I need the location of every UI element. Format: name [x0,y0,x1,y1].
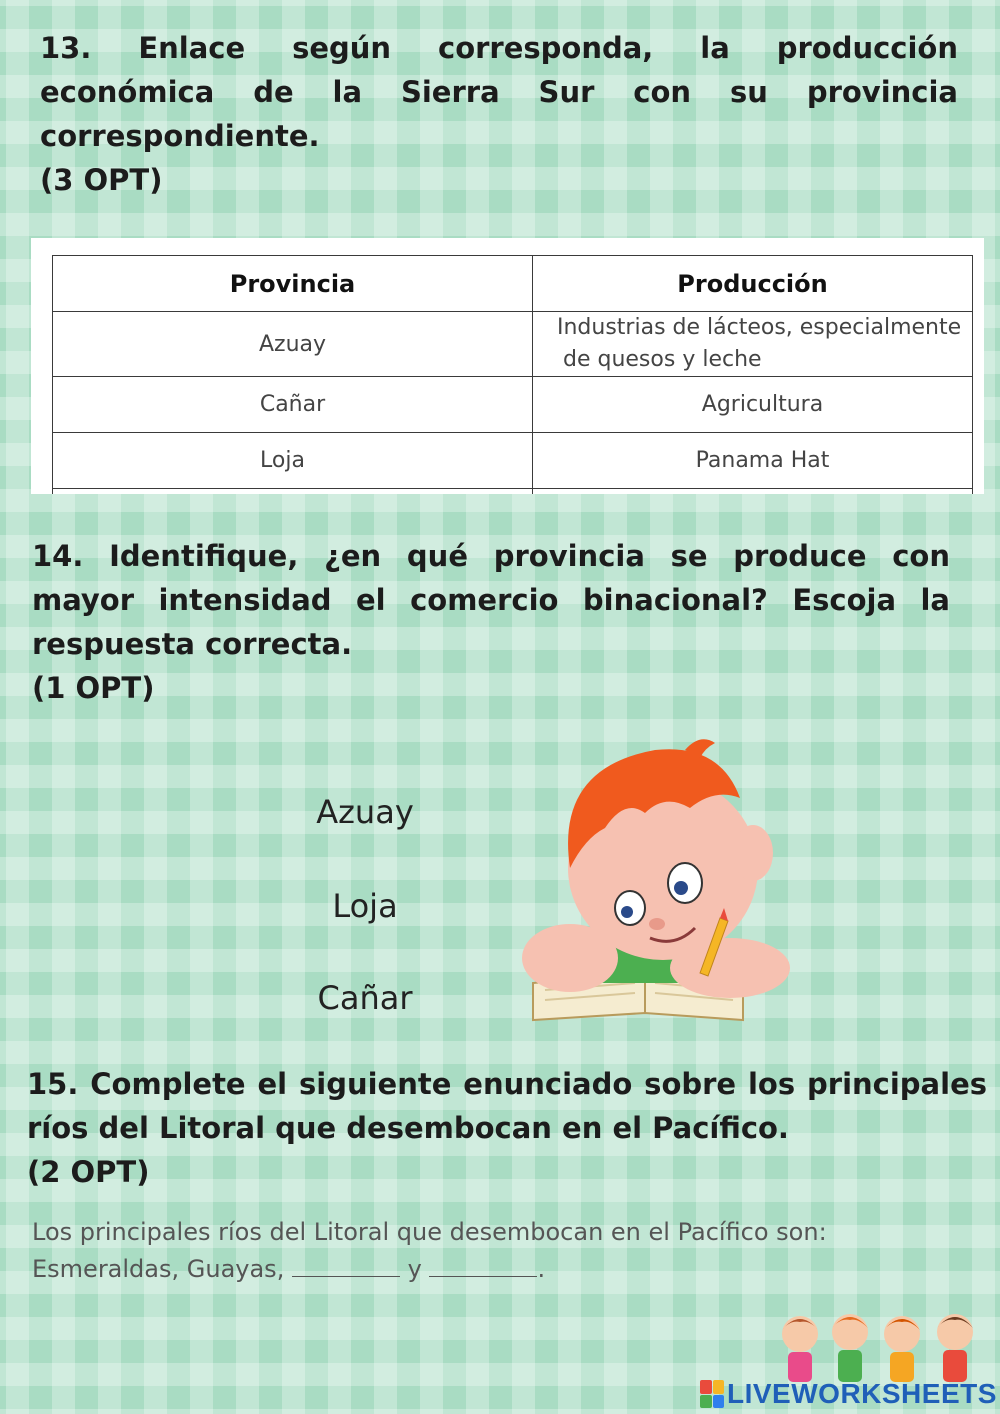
badge-square [713,1380,725,1394]
table-row [53,377,973,433]
header-provincia: Provincia [53,256,533,312]
answer-option-loja[interactable]: Loja [332,887,398,925]
provincia-cell[interactable]: Cañar [53,377,533,433]
empty-cell [53,489,533,495]
question-15 [27,1062,987,1194]
boy-reading-illustration [515,728,810,1028]
matching-table [52,255,973,494]
question-14-points: (1 OPT) [32,671,155,705]
table-row [53,489,973,495]
question-13-points: (3 OPT) [40,163,163,197]
produccion-cell[interactable] [533,312,973,377]
badge-square [700,1380,712,1394]
badge-square [700,1395,712,1409]
blank-input-2[interactable] [429,1254,537,1277]
table-row [53,433,973,489]
sentence-line-2 [32,1251,922,1288]
answer-option-canar[interactable]: Cañar [317,979,413,1017]
empty-cell [533,489,973,495]
question-13 [40,26,958,202]
question-14-title: 14. Identifique, ¿en qué provincia se produce con mayor intensidad el comercio binacional? Escoja la respuesta correcta. [32,539,950,661]
matching-table-panel [31,238,984,494]
produccion-cell[interactable]: Agricultura [533,377,973,433]
table-header-row [53,256,973,312]
question-13-title: 13. Enlace según corresponda, la producción económica de la Sierra Sur con su provincia correspondiente. [40,31,958,153]
sentence-connector: y [407,1255,422,1283]
logo-badge-icon [700,1380,724,1408]
provincia-cell[interactable]: Azuay [53,312,533,377]
produccion-line: de quesos y leche [563,347,762,372]
produccion-line: Industrias de lácteos, especialmente [557,315,962,340]
header-produccion: Producción [533,256,973,312]
table-row [53,312,973,377]
badge-square [713,1395,725,1409]
question-15-title: 15. Complete el siguiente enunciado sobre los principales ríos del Litoral que desembocan en el Pacífico. [27,1067,987,1145]
blank-input-1[interactable] [292,1254,400,1277]
question-15-points: (2 OPT) [27,1155,150,1189]
logo-text: LIVEWORKSHEETS [727,1378,997,1409]
sentence-end: . [537,1255,546,1283]
fill-in-sentence [32,1214,922,1288]
sentence-line-1: Los principales ríos del Litoral que desembocan en el Pacífico son: [32,1218,827,1246]
provincia-cell[interactable]: Loja [53,433,533,489]
sentence-start: Esmeraldas, Guayas, [32,1255,285,1283]
question-14 [32,534,950,710]
liveworksheets-logo[interactable] [700,1374,997,1414]
answer-option-azuay[interactable]: Azuay [316,793,414,831]
produccion-cell[interactable]: Panama Hat [533,433,973,489]
